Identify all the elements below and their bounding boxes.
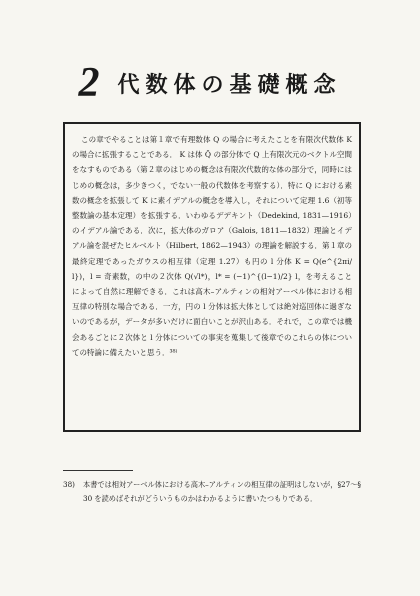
chapter-heading (0, 62, 420, 104)
chapter-number: 2 (78, 60, 100, 106)
chapter-intro-box (63, 122, 361, 432)
chapter-title: 代数体の基礎概念 (117, 72, 342, 98)
footnote-divider (63, 470, 133, 471)
footnote-marker: 38) (63, 480, 75, 489)
footnote-text: 本書では相対アーベル体における高木–アルティンの相互律の証明はしないが，§27～§30 を読めばそれがどういうものかはわかるように書いたつもりである． (83, 480, 361, 503)
footnote (63, 478, 361, 506)
intro-paragraph: この章でやることは第１章で有理数体 Q の場合に考えたことを有限次代数体 K の場合に拡張することである． K は体 Q̄ の部分体で Q 上有限次元のベクトル空間をなすものである（第２章のはじめの概念は有限次代数的な体の部分で，同時にはじめの概念は，多少きつく，でない一般の代数体を考察する）．特に Q における素数の概念を拡張して K に素イデアルの概念を導入し，それについて定理 1.6（初等整数論の基本定理）を拡張する．いわゆるデデキント（Dedekind, 1831—1916）のイデアル論である．次に，拡大体のガロア（Galois, 1811—1832）理論とイデアル論を混ぜたヒルベルト（Hilbert, 1862—1943）の理論を解説する．第１章の最終定理であったガウスの相互律（定理 1.27）も円の l 分体 K = Q(e^{2πi/l})，l = 奇素数，の中の２次体 Q(√l*)，l* = (−1)^{(l−1)/2} l，を考えることによって自然に理解できる．これは高木–アルティンの相対アーベル体における相互律の特別な場合である．一方，円の l 分体は拡大体としては絶対巡回体に過ぎないのであるが，データが多いだけに面白いことが沢山ある．それで，この章では機会あるごとに２次体と l 分体についての事実を蒐集して後章でのこれらの体についての特論に備えたいと思う．³⁸⁾ (72, 135, 352, 357)
